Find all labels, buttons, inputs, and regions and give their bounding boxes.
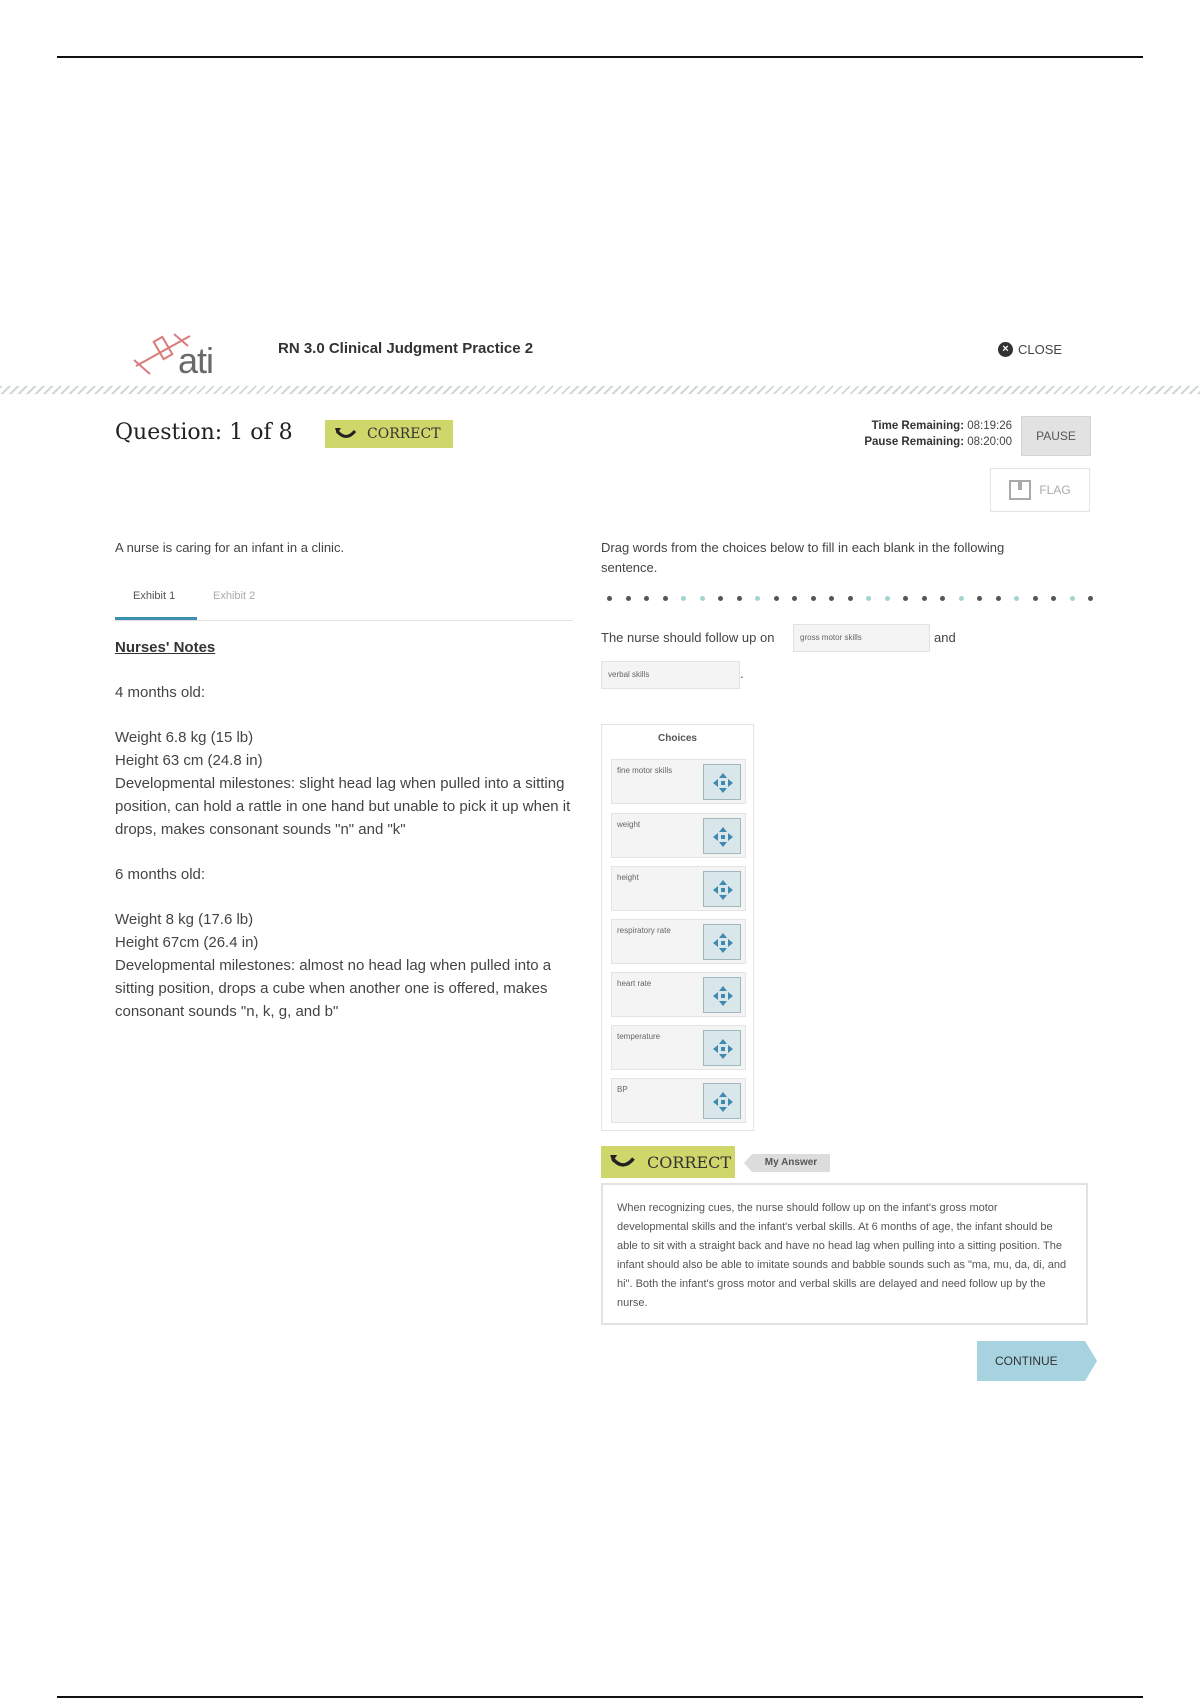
dotted-divider — [607, 596, 1093, 601]
divider-dot — [866, 596, 871, 601]
divider-dot — [848, 596, 853, 601]
page-top-rule — [57, 56, 1143, 58]
drag-handle-icon[interactable] — [703, 871, 741, 907]
drag-handle-icon[interactable] — [703, 764, 741, 800]
pause-remaining-label: Pause Remaining: — [864, 436, 965, 448]
choice-item[interactable] — [611, 866, 746, 911]
correct-label: CORRECT — [367, 426, 441, 442]
choice-label: BP — [617, 1085, 628, 1094]
choices-title: Choices — [658, 733, 697, 744]
time-remaining-label: Time Remaining: — [871, 420, 965, 432]
divider-dot — [1033, 596, 1038, 601]
divider-dot — [644, 596, 649, 601]
divider-dot — [792, 596, 797, 601]
pause-button[interactable]: PAUSE — [1021, 416, 1091, 456]
divider-dot — [700, 596, 705, 601]
active-tab-indicator — [115, 617, 197, 620]
drag-handle-icon[interactable] — [703, 977, 741, 1013]
choice-label: respiratory rate — [617, 926, 671, 935]
question-title: Question: 1 of 8 — [115, 420, 293, 445]
close-icon: × — [998, 342, 1013, 357]
bookmark-icon — [1009, 480, 1031, 500]
divider-dot — [996, 596, 1001, 601]
milestones-6-months: Developmental milestones: almost no head lag when pulled into a sitting position, drops a cube when another one is offered, makes consonant sounds "n, k, g, and b" — [115, 957, 552, 1020]
drag-handle-icon[interactable] — [703, 1083, 741, 1119]
divider-dot — [940, 596, 945, 601]
divider-dot — [885, 596, 890, 601]
drag-handle-icon[interactable] — [703, 818, 741, 854]
weight-4-months: Weight 6.8 kg (15 lb) — [115, 729, 254, 746]
choice-label: fine motor skills — [617, 766, 673, 775]
header-divider — [0, 386, 1200, 394]
question-stem: A nurse is caring for an infant in a clinic. — [115, 540, 345, 555]
age-6-months: 6 months old: — [115, 866, 206, 883]
drag-handle-icon[interactable] — [703, 924, 741, 960]
divider-dot — [607, 596, 612, 601]
page-bottom-rule — [57, 1696, 1143, 1698]
drag-handle-icon[interactable] — [703, 1030, 741, 1066]
blank-1[interactable]: gross motor skills — [793, 624, 930, 652]
milestones-4-months: Developmental milestones: slight head lag when pulled into a sitting position, can hold a rattle in one hand but unable to pick it up when it drops, makes consonant sounds "n" and "k" — [115, 775, 571, 838]
divider-dot — [681, 596, 686, 601]
result-badge — [601, 1146, 735, 1178]
blank-2[interactable]: verbal skills — [601, 661, 740, 689]
sentence-end: . — [740, 666, 744, 681]
choice-item[interactable] — [611, 1025, 746, 1070]
choice-label: heart rate — [617, 979, 652, 988]
time-remaining: 08:19:26 — [967, 420, 1012, 432]
app-header — [0, 318, 1200, 390]
close-label: CLOSE — [1018, 342, 1063, 357]
result-label: CORRECT — [647, 1152, 732, 1172]
divider-dot — [1051, 596, 1056, 601]
close-button[interactable] — [998, 342, 1062, 357]
divider-dot — [1070, 596, 1075, 601]
choice-label: temperature — [617, 1032, 661, 1041]
logo-text: ati — [178, 340, 214, 381]
choice-item[interactable] — [611, 1078, 746, 1123]
exhibit-tabs — [115, 584, 573, 621]
divider-dot — [1014, 596, 1019, 601]
height-6-months: Height 67cm (26.4 in) — [115, 934, 259, 951]
app-title: RN 3.0 Clinical Judgment Practice 2 — [278, 340, 534, 357]
tab-exhibit-1[interactable]: Exhibit 1 — [133, 590, 176, 602]
divider-dot — [737, 596, 742, 601]
age-4-months: 4 months old: — [115, 684, 206, 701]
choice-item[interactable] — [611, 972, 746, 1017]
choice-item[interactable] — [611, 759, 746, 804]
divider-dot — [755, 596, 760, 601]
divider-dot — [1088, 596, 1093, 601]
choice-item[interactable] — [611, 919, 746, 964]
ati-logo — [130, 326, 240, 386]
divider-dot — [922, 596, 927, 601]
continue-button[interactable]: CONTINUE — [977, 1341, 1085, 1381]
divider-dot — [663, 596, 668, 601]
flag-label: FLAG — [1039, 483, 1071, 497]
return-arrow-icon — [335, 428, 357, 440]
instructions: Drag words from the choices below to fill in each blank in the following sentence. — [601, 540, 1005, 575]
choice-label: weight — [617, 820, 641, 829]
divider-dot — [811, 596, 816, 601]
weight-6-months: Weight 8 kg (17.6 lb) — [115, 911, 254, 928]
nurses-notes — [115, 636, 577, 1023]
divider-dot — [829, 596, 834, 601]
divider-dot — [959, 596, 964, 601]
my-answer-tag[interactable]: My Answer — [752, 1154, 830, 1172]
timers — [800, 418, 1012, 450]
flag-button[interactable] — [990, 468, 1090, 512]
divider-dot — [718, 596, 723, 601]
notes-heading: Nurses' Notes — [115, 639, 216, 656]
choice-item[interactable] — [611, 813, 746, 858]
tab-exhibit-2[interactable]: Exhibit 2 — [213, 590, 256, 602]
divider-dot — [977, 596, 982, 601]
divider-dot — [774, 596, 779, 601]
sentence-start: The nurse should follow up on — [601, 630, 775, 645]
divider-dot — [626, 596, 631, 601]
height-4-months: Height 63 cm (24.8 in) — [115, 752, 263, 769]
choice-label: height — [617, 873, 639, 882]
correct-badge — [325, 420, 453, 448]
pause-remaining: 08:20:00 — [967, 436, 1012, 448]
return-arrow-icon — [609, 1155, 637, 1169]
rationale-box: When recognizing cues, the nurse should follow up on the infant's gross motor developmental skills and the infant's verbal skills. At 6 months of age, the infant should be able to sit with a straight back and have no head lag when pulling into a sitting position. The infant should also be able to imitate sounds and babble sounds such as "ma, mu, da, di, and hi". Both the infant's gross motor and verbal skills are delayed and need follow up by the nurse. — [601, 1183, 1088, 1325]
divider-dot — [903, 596, 908, 601]
choices-panel — [601, 724, 754, 1131]
sentence-and: and — [934, 630, 956, 645]
